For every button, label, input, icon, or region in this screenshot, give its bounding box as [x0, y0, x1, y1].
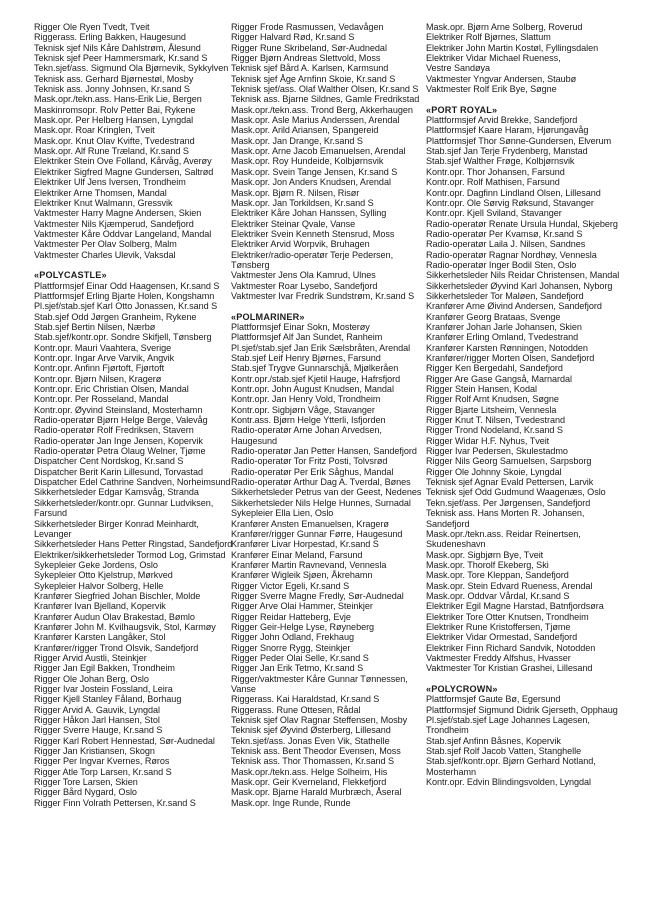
crew-entry: Rigger Sverre Hauge, Kr.sand S — [34, 725, 163, 736]
crew-entry: Rigger Finn Volrath Pettersen, Kr.sand S — [34, 797, 196, 808]
crew-entry: Plattformsjef Alf Jan Sundet, Ranheim — [231, 332, 383, 343]
crew-entry: Rigger Are Gase Gangså, Marnardal — [426, 373, 572, 384]
crew-entry: Tekn.sjef/ass. Per Jørgensen, Sandefjord — [426, 497, 591, 508]
crew-entry: Kontr.ass. Bjørn Helge Ytterli, Isfjorden — [231, 415, 386, 426]
crew-entry: Stab.sjef Anfinn Båsnes, Kopervik — [426, 735, 561, 746]
column-1 — [34, 22, 234, 808]
crew-entry: Teknisk ass. Thor Thomassen, Kr.sand S — [231, 756, 395, 767]
crew-entry: Kontr.opr. Ole Sørvig Røksund, Stavanger — [426, 197, 594, 208]
crew-entry: Mask.opr. Jan Torkildsen, Kr.sand S — [231, 197, 374, 208]
crew-entry: Elektriker Steinar Qvale, Vanse — [231, 218, 356, 229]
crew-entry: Rigger Widar H.F. Nyhus, Tveit — [426, 435, 550, 446]
crew-entry: Rigger Bjørn Andreas Slettvold, Moss — [231, 53, 381, 64]
crew-entry: Kontr.opr. Bjørn Nilsen, Kragerø — [34, 373, 162, 384]
crew-entry: Mask.opr. Roar Kringlen, Tveit — [34, 125, 155, 136]
crew-entry: Plattformsjef Erling Bjarte Holen, Kongshamn — [34, 290, 215, 301]
crew-entry: Kranfører Martin Ravnevand, Vennesla — [231, 559, 387, 570]
crew-entry: Sikkerhetsleder Birger Konrad Meinhardt, — [34, 518, 199, 529]
crew-entry: Radio-operatør Ragnar Nordhøy, Vennesla — [426, 249, 597, 260]
crew-entry: Teknisk sjef Odd Gudmund Waagenæs, Oslo — [426, 487, 606, 498]
crew-entry: Rigger Ken Bergedahl, Sandefjord — [426, 363, 563, 374]
crew-entry: Rigger Per Ingvar Kvernes, Røros — [34, 756, 170, 767]
crew-entry: Plattformsjef Arvid Brekke, Sandefjord — [426, 115, 578, 126]
crew-entry: Radio-operatør Arthur Dag A. Tverdal, Bønes — [231, 477, 411, 488]
crew-entry: Mask.opr./tekn.ass. Reidar Reinertsen, — [426, 528, 581, 539]
crew-entry: Rigger Ole Johan Berg, Oslo — [34, 673, 149, 684]
crew-entry: Mask.opr. Thorolf Ekeberg, Ski — [426, 559, 549, 570]
crew-entry: Sikkerhetsleder Edgar Kamsvåg, Stranda — [34, 487, 199, 498]
crew-entry: Sikkerhetsleder/kontr.opr. Gunnar Ludviksen, — [34, 497, 214, 508]
crew-entry: Rigger Nils Georg Samuelsen, Sarpsborg — [426, 456, 592, 467]
crew-entry: Mask.opr. Jan Drange, Kr.sand S — [231, 135, 363, 146]
crew-entry: Elektriker Rune Kristoffersen, Tjøme — [426, 621, 571, 632]
crew-entry: Rigger Kjell Stanley Fåland, Borhaug — [34, 694, 182, 705]
crew-entry: Teknisk sjef Peer Hammersmark, Kr.sand S — [34, 53, 208, 64]
crew-entry: Elektriker Svein Kenneth Stensrud, Moss — [231, 228, 395, 239]
crew-entry: Sikkerhetsleder Øyvind Karl Johansen, Nyborg — [426, 280, 613, 291]
crew-entry: Teknisk sjef Olav Ragnar Steffensen, Mosby — [231, 715, 408, 726]
crew-entry: Vaktmester Tor Kristian Grashei, Lillesand — [426, 663, 593, 674]
crew-entry: Kranfører Arne Øivind Andersen, Sandefjord — [426, 301, 602, 312]
crew-entry: Sikkerhetsleder Nils Reidar Christensen, Mandal — [426, 270, 620, 281]
crew-entry: Sikkerhetsleder Hans Petter Ringstad, Sandefjord — [34, 539, 233, 550]
crew-entry: Mask.opr./tekn.ass. Hans-Erik Lie, Bergen — [34, 94, 202, 105]
crew-entry: Sikkerhetsleder Nils Helge Hunnes, Surnadal — [231, 497, 411, 508]
crew-entry: Vaktmester Harry Magne Andersen, Skien — [34, 208, 202, 219]
crew-entry: Teknisk ass. Jonny Johnsen, Kr.sand S — [34, 84, 190, 95]
crew-entry: Mask.opr. Oddvar Vårdal, Kr.sand S — [426, 590, 570, 601]
crew-entry: Mask.opr. Svein Tange Jensen, Kr.sand S — [231, 166, 398, 177]
crew-entry: Rigger Snorre Rygg, Steinkjer — [231, 642, 351, 653]
column-3 — [426, 22, 638, 787]
crew-entry: Stab.sjef/kontr.opr. Sondre Skifjell, Tønsberg — [34, 332, 212, 343]
crew-entry: Kontr.opr. Eric Christian Olsen, Mandal — [34, 384, 189, 395]
crew-entry: Kontr.opr. Per Rosseland, Mandal — [34, 394, 169, 405]
crew-entry: Kontr.opr. Øyvind Steinsland, Mosterhamn — [34, 404, 203, 415]
crew-entry: Rigger Reidar Hatteberg, Evje — [231, 611, 351, 622]
crew-entry: Mask.opr. Per Helberg Hansen, Lyngdal — [34, 115, 194, 126]
crew-entry: Elektriker Vidar Ormestad, Sandefjord — [426, 632, 578, 643]
crew-entry: Kontr.opr. Ingar Arve Varvik, Angvik — [34, 353, 175, 363]
crew-entry: Stab.sjef/kontr.opr. Bjørn Gerhard Notland, — [426, 756, 596, 767]
crew-entry: Rigger Tore Larsen, Skien — [34, 777, 138, 788]
crew-entry: Mask.opr. Jon Anders Knudsen, Arendal — [231, 177, 391, 188]
crew-entry: Mask.opr. Tore Kleppan, Sandefjord — [426, 570, 569, 581]
crew-entry: Teknisk sjef/ass. Olaf Walther Olsen, Kr.sand S — [231, 84, 419, 95]
crew-entry: Kranfører Erling Omland, Tvedestrand — [426, 332, 579, 343]
crew-entry: Vaktmester Ivar Fredrik Sundstrøm, Kr.sand S — [231, 290, 415, 301]
crew-entry: Radio-operatør Laila J. Nilsen, Sandnes — [426, 239, 586, 250]
crew-entry: Rigger Rolf Arnt Knudsen, Søgne — [426, 394, 559, 405]
crew-entry: Kranfører John M. Kvilhaugsvik, Stol, Karmøy — [34, 621, 216, 632]
crew-entry: Teknisk sjef Agnar Evald Pettersen, Larvik — [426, 477, 594, 488]
crew-entry: Vanse — [231, 684, 256, 694]
crew-entry: Radio-operatør Jan Inge Jensen, Kopervik — [34, 435, 203, 446]
crew-entry: Mask.opr. Stein Edvard Rueness, Arendal — [426, 580, 593, 591]
crew-entry: Teknisk sjef Bård A. Karlsen, Karmsund — [231, 63, 389, 74]
crew-entry: Vaktmester Charles Ulevik, Vaksdal — [34, 249, 176, 260]
crew-entry: Pl.sjef/stab.sjef Karl Otto Jonassen, Kr.sand S — [34, 301, 218, 312]
crew-entry: Elektriker Rolf Bjørnes, Slattum — [426, 32, 551, 43]
crew-entry: Kranfører/rigger Trond Olsvik, Sandefjord — [34, 642, 199, 653]
crew-entry: Teknisk sjef Nils Kåre Dahlstrøm, Ålesund — [34, 42, 201, 53]
blank-line — [231, 301, 431, 311]
crew-entry: Riggerass. Kai Haraldstad, Kr.sand S — [231, 694, 380, 705]
crew-entry: Kranfører Einar Meland, Farsund — [231, 549, 363, 560]
crew-entry: Tekn.sjef/ass. Jonas Even Vik, Stathelle — [231, 735, 390, 746]
crew-entry: Kranfører Audun Olav Brakestad, Bømlo — [34, 611, 195, 622]
crew-entry: Kontr.opr. Kjell Sviland, Stavanger — [426, 208, 562, 219]
crew-entry: Teknisk ass. Hans Morten R. Johansen, — [426, 508, 585, 519]
crew-entry: Teknisk ass. Bjarne Sildnes, Gamle Fredrikstad — [231, 94, 420, 105]
crew-entry: Kranfører Karsten Rønningen, Notodden — [426, 342, 588, 353]
crew-entry: Rigger Rune Skribeland, Sør-Audnedal — [231, 42, 387, 53]
crew-entry: Rigger Ole Ryen Tvedt, Tveit — [34, 22, 150, 32]
crew-entry: Radio-operatør Petra Olaug Welner, Tjøme — [34, 446, 206, 457]
crew-entry: Stab.sjef Odd Jørgen Granheim, Rykene — [34, 311, 197, 322]
crew-entry: Elektriker Ulf Jens Iversen, Trondheim — [34, 177, 186, 188]
crew-entry: Kontr.opr. Anfinn Fjørtoft, Fjørtoft — [34, 363, 165, 374]
crew-entry: Rigger Arvid Austli, Steinkjer — [34, 652, 147, 663]
crew-entry: Rigger Ivar Pedersen, Skulestadmo — [426, 446, 568, 457]
crew-entry: Elektriker Tore Otter Knutsen, Trondheim — [426, 611, 589, 622]
crew-entry: Stab.sjef Trygve Gunnarschjå, Mjølkeråen — [231, 363, 399, 374]
crew-entry: Rigger Karl Robert Hennestad, Sør-Audnedal — [34, 735, 215, 746]
crew-entry: Mask.opr. Inge Runde, Runde — [231, 797, 351, 808]
crew-entry: Rigger Frode Rasmussen, Vedavågen — [231, 22, 384, 32]
crew-entry: Stab.sjef Walther Frøge, Kolbjørnsvik — [426, 156, 575, 167]
crew-entry: Sykepleier Halvor Solberg, Helle — [34, 580, 164, 591]
section-heading: «POLMARINER» — [231, 311, 305, 322]
crew-entry: Mask.opr. Arild Ariansen, Spangereid — [231, 125, 379, 136]
crew-entry: Rigger Bård Nygard, Oslo — [34, 787, 137, 798]
crew-entry: Vestre Sandøya — [426, 63, 491, 74]
crew-entry: Vaktmester Freddy Alfshus, Hvasser — [426, 652, 571, 663]
crew-entry: Dispatcher Cent Nordskog, Kr.sand S — [34, 456, 184, 467]
crew-entry: Rigger Atle Torp Larsen, Kr.sand S — [34, 766, 172, 777]
crew-entry: Vaktmester Yngvar Andersen, Staubø — [426, 73, 577, 84]
crew-entry: Farsund — [34, 508, 68, 519]
crew-entry: Mask.opr. Knut Olav Kvifte, Tvedestrand — [34, 135, 195, 146]
crew-entry: Mask.opr. Bjørn R. Nilsen, Risør — [231, 187, 360, 198]
column-2 — [231, 22, 431, 808]
crew-entry: Radio-operatør Bjørn Helge Berge, Valevåg — [34, 415, 208, 426]
crew-entry: Rigger Knut T. Nilsen, Tvedestrand — [426, 415, 565, 426]
crew-entry: Kranfører Ansten Emanuelsen, Kragerø — [231, 518, 389, 529]
crew-entry: Plattformsjef Einar Odd Haagensen, Kr.sand S — [34, 280, 220, 291]
crew-entry: Radio-operatør Rolf Fredriksen, Stavern — [34, 425, 194, 436]
crew-entry: Kontr.opr. Thor Johansen, Farsund — [426, 166, 565, 177]
crew-entry: Teknisk ass. Gerhard Bjørnestøl, Mosby — [34, 73, 194, 84]
crew-entry: Teknisk ass. Bent Theodor Evensen, Moss — [231, 746, 401, 757]
crew-entry: Radio-operatør Tor Fritz Posti, Tolvsrød — [231, 456, 388, 467]
crew-entry: Rigger Ivar Jostein Fossland, Leira — [34, 684, 173, 694]
crew-entry: Elektriker Arne Thomsen, Mandal — [34, 187, 167, 198]
crew-entry: Mask.opr. Sigbjørn Bye, Tveit — [426, 549, 544, 560]
crew-entry: Rigger/vaktmester Kåre Gunnar Tønnessen, — [231, 673, 408, 684]
section-heading: «PORT ROYAL» — [426, 104, 498, 115]
crew-entry: Mask.opr. Alf Rune Træland, Kr.sand S — [34, 146, 189, 157]
crew-entry: Sandefjord — [426, 518, 470, 529]
crew-entry: Mosterhamn — [426, 766, 477, 777]
crew-entry: Kontr.opr. Dagfinn Lindland Olsen, Lillesand — [426, 187, 601, 198]
crew-entry: Rigger Jan Erik Tetmo, Kr.sand S — [231, 663, 364, 674]
crew-entry: Rigger Peder Olai Selle, Kr.sand S — [231, 652, 369, 663]
crew-entry: Elektriker Knut Walmann, Gressvik — [34, 197, 173, 208]
crew-entry: Teknisk sjef Øyvind Østerberg, Lillesand — [231, 725, 391, 736]
crew-entry: Vaktmester Jens Ola Kamrud, Ulnes — [231, 270, 376, 281]
crew-entry: Rigger Trond Nodeland, Kr.sand S — [426, 425, 563, 436]
crew-entry: Mask.opr. Bjarne Harald Murbræch, Åseral — [231, 787, 402, 798]
crew-entry: Kontr.opr. Sigbjørn Våge, Stavanger — [231, 404, 375, 415]
crew-entry: Tønsberg — [231, 259, 270, 270]
crew-entry: Rigger Victor Egeli, Kr.sand S — [231, 580, 350, 591]
crew-entry: Radio-operatør Arne Johan Arvedsen, — [231, 425, 382, 436]
crew-entry: Plattformsjef Thor Sønne-Gundersen, Elverum — [426, 135, 612, 146]
crew-entry: Stab.sjef Bertin Nilsen, Nærbø — [34, 321, 156, 332]
crew-entry: Kontr.opr./stab.sjef Kjetil Hauge, Hafrsfjord — [231, 373, 401, 384]
crew-entry: Elektriker/radio-operatør Terje Pedersen, — [231, 249, 394, 260]
crew-entry: Elektriker John Martin Kostøl, Fyllingsdalen — [426, 42, 599, 53]
crew-entry: Elektriker Finn Richard Sandvik, Notodden — [426, 642, 596, 653]
crew-entry: Pl.sjef/stab.sjef Jan Erik Sælsbråten, Arendal — [231, 342, 411, 353]
crew-entry: Rigger Halvard Rød, Kr.sand S — [231, 32, 355, 43]
crew-entry: Sykepleier Ella Lien, Oslo — [231, 508, 334, 519]
crew-entry: Mask.opr. Geir Kverneland, Flekkefjord — [231, 777, 387, 788]
crew-entry: Mask.opr. Arne Jacob Emanuelsen, Arendal — [231, 146, 406, 157]
crew-entry: Kontr.opr. Rolf Mathisen, Farsund — [426, 177, 560, 188]
crew-entry: Rigger Ole Johnny Skoie, Lyngdal — [426, 466, 562, 477]
crew-entry: Plattformsjef Sigmund Didrik Gjerseth, Opphaug — [426, 704, 618, 715]
crew-entry: Kontr.opr. Edvin Blindingsvolden, Lyngdal — [426, 777, 591, 788]
crew-entry: Kranfører Ivan Bjelland, Kopervik — [34, 601, 166, 612]
crew-entry: Elektriker Stein Ove Folland, Kårvåg, Averøy — [34, 156, 212, 167]
crew-entry: Trondheim — [426, 725, 469, 736]
crew-entry: Rigger Håkon Jarl Hansen, Stol — [34, 715, 160, 726]
crew-entry: Rigger Stein Hansen, Kodal — [426, 384, 537, 395]
crew-entry: Sykepleier Geke Jordens, Oslo — [34, 559, 158, 570]
crew-entry: Stab.sjef Jan Terje Frydenberg, Manstad — [426, 146, 588, 157]
crew-entry: Kranfører/rigger Morten Olsen, Sandefjord — [426, 353, 595, 363]
crew-entry: Kranfører Livar Horpestad, Kr.sand S — [231, 539, 379, 550]
crew-entry: Mask.opr./tekn.ass. Helge Solheim, His — [231, 766, 388, 777]
crew-entry: Rigger Sverre Magne Fredly, Sør-Audnedal — [231, 590, 404, 601]
crew-entry: Kontr.opr. John August Knudsen, Mandal — [231, 384, 394, 395]
crew-entry: Elektriker Kåre Johan Hanssen, Sylling — [231, 208, 387, 219]
crew-entry: Rigger Jan Kristiansen, Skogn — [34, 746, 155, 757]
crew-entry: Haugesund — [231, 435, 278, 446]
crew-entry: Rigger Arvid A. Gauvik, Lyngdal — [34, 704, 160, 715]
crew-entry: Vaktmester Rolf Erik Bye, Søgne — [426, 84, 557, 95]
crew-entry: Plattformsjef Einar Sokn, Mosterøy — [231, 321, 370, 332]
crew-entry: Stab.sjef Rolf Jacob Vatten, Stanghelle — [426, 746, 582, 757]
blank-line — [34, 260, 234, 270]
crew-entry: Rigger Geir-Helge Lyse, Røyneberg — [231, 621, 375, 632]
blank-line — [426, 674, 638, 684]
crew-entry: Radio-operatør Per Erik Såghus, Mandal — [231, 466, 394, 477]
crew-entry: Sykepleier Otto Kjelstrup, Mørkved — [34, 570, 173, 581]
crew-entry: Sikkerhetsleder Tor Maløen, Sandefjord — [426, 290, 584, 301]
crew-entry: Kontr.opr. Jan Henry Vold, Trondheim — [231, 394, 381, 405]
crew-entry: Rigger Bjarte Litsheim, Vennesla — [426, 404, 557, 415]
crew-entry: Radio-operatør Inger Bodil Sten, Oslo — [426, 259, 577, 270]
crew-entry: Rigger Jan Egil Bakken, Trondheim — [34, 663, 175, 674]
crew-entry: Rigger John Odland, Frekhaug — [231, 632, 354, 643]
crew-entry: Kranfører Siegfried Johan Bischler, Molde — [34, 590, 201, 601]
crew-entry: Kranfører Georg Brataas, Svenge — [426, 311, 561, 322]
crew-entry: Stab.sjef Leif Henry Bjørnes, Farsund — [231, 353, 381, 363]
crew-entry: Radio-operatør Jan Petter Hansen, Sandefjord — [231, 446, 417, 457]
crew-entry: Elektriker Egil Magne Harstad, Batnfjordsøra — [426, 601, 604, 612]
crew-entry: Levanger — [34, 528, 72, 539]
crew-entry: Sikkerhetsleder Petrus van der Geest, Nedenes — [231, 487, 422, 498]
crew-entry: Vaktmester Roar Lysebo, Sandefjord — [231, 280, 378, 291]
crew-entry: Kranfører Johan Jarle Johansen, Skien — [426, 321, 582, 332]
crew-entry: Elektriker Arvid Worpvik, Bruhagen — [231, 239, 370, 250]
crew-entry: Mask.opr. Asle Marius Anderssen, Arendal — [231, 115, 400, 126]
crew-entry: Plattformsjef Gaute Bø, Egersund — [426, 694, 561, 705]
crew-entry: Tekn.sjef/ass. Sigmund Ola Bjørnevik, Sykkylven — [34, 63, 229, 74]
blank-line — [426, 94, 638, 104]
crew-entry: Riggerass. Erling Bakken, Haugesund — [34, 32, 186, 43]
crew-entry: Dispatcher Berit Karin Lillesund, Torvastad — [34, 466, 204, 477]
crew-entry: Vaktmester Kåre Oddvar Langeland, Mandal — [34, 228, 212, 239]
crew-entry: Kontr.opr. Mauri Vaahtera, Sverige — [34, 342, 172, 353]
crew-entry: Skudeneshavn — [426, 539, 486, 550]
crew-entry: Rigger Arve Olai Hammer, Steinkjer — [231, 601, 373, 612]
crew-entry: Kranfører Wigleik Sjøen, Åkrehamn — [231, 570, 373, 581]
section-heading: «POLYCROWN» — [426, 684, 498, 694]
crew-entry: Kranfører Karsten Langåker, Stol — [34, 632, 166, 643]
crew-entry: Elektriker Vidar Michael Rueness, — [426, 53, 561, 64]
crew-entry: Pl.sjef/stab.sjef Lage Johannes Lagesen, — [426, 715, 590, 726]
crew-entry: Maskinromsopr. Rolv Petter Bai, Rykene — [34, 104, 196, 115]
crew-entry: Mask.opr./tekn.ass. Trond Berg, Akkerhaugen — [231, 104, 413, 115]
crew-entry: Plattformsjef Kaare Haram, Hjørungavåg — [426, 125, 589, 136]
crew-entry: Radio-operatør Renate Ursula Hundal, Skjeberg — [426, 218, 618, 229]
crew-entry: Radio-operatør Per Kvamsø, Kr.sand S — [426, 228, 583, 239]
crew-entry: Mask.opr. Bjørn Arne Solberg, Roverud — [426, 22, 583, 32]
section-heading: «POLYCASTLE» — [34, 270, 107, 281]
crew-entry: Dispatcher Edel Cathrine Sandven, Norheimsund — [34, 477, 231, 488]
crew-entry: Kranfører/rigger Gunnar Førre, Haugesund — [231, 528, 403, 539]
crew-entry: Mask.opr. Roy Hundeide, Kolbjørnsvik — [231, 156, 384, 167]
crew-entry: Elektriker Sigfred Magne Gundersen, Saltrød — [34, 166, 214, 177]
crew-entry: Teknisk sjef Åge Arnfinn Skoie, Kr.sand S — [231, 73, 396, 84]
crew-entry: Elektriker/sikkerhetsleder Tormod Log, Grimstad — [34, 549, 226, 560]
crew-entry: Vaktmester Nils Kjæmperud, Sandefjord — [34, 218, 194, 229]
crew-entry: Riggerass. Rune Ottesen, Rådal — [231, 704, 361, 715]
crew-entry: Vaktmester Per Olav Solberg, Malm — [34, 239, 177, 250]
